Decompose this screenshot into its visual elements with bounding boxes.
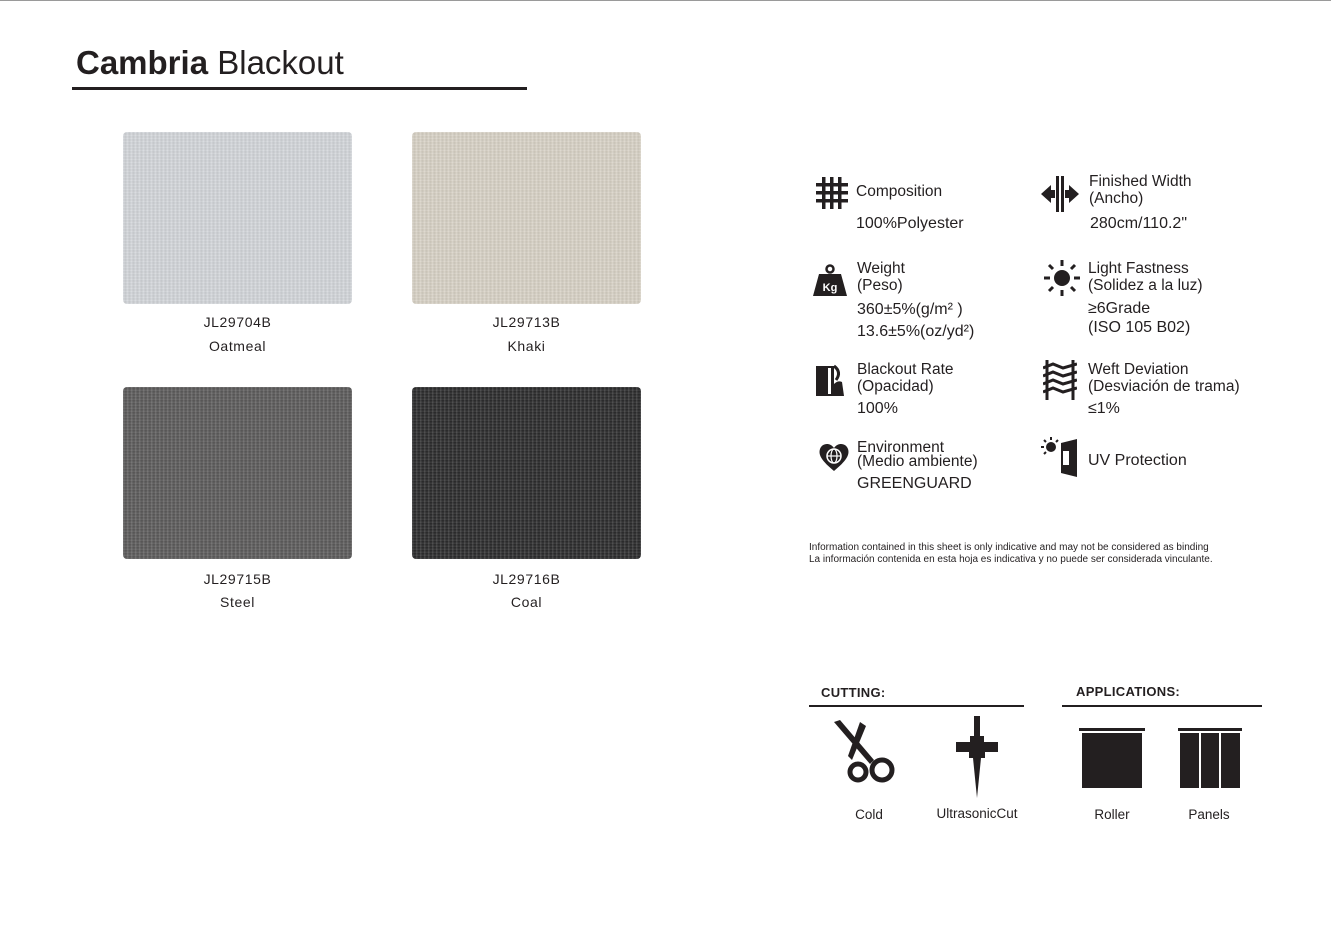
page-title bbox=[76, 44, 344, 82]
blackout-value: 100% bbox=[857, 400, 898, 417]
composition-value: 100%Polyester bbox=[856, 215, 964, 232]
weight-icon-text: Kg bbox=[822, 282, 838, 294]
weft-value: ≤1% bbox=[1088, 400, 1120, 417]
scissors-icon bbox=[830, 720, 906, 784]
uv-label: UV Protection bbox=[1088, 452, 1187, 469]
width-label: Finished Width bbox=[1089, 173, 1192, 190]
weight-label: Weight bbox=[857, 260, 905, 277]
swatch-coal bbox=[412, 387, 641, 559]
weft-icon bbox=[1043, 360, 1077, 400]
uv-window-icon bbox=[1041, 437, 1079, 477]
swatch-name: Steel bbox=[220, 594, 255, 610]
swatch-code: JL29704B bbox=[203, 314, 272, 330]
globe-heart-icon bbox=[818, 441, 850, 473]
weft-label: Weft Deviation bbox=[1088, 361, 1189, 378]
weight-value-imperial: 13.6±5%(oz/yd²) bbox=[857, 323, 975, 340]
title-bold: Cambria bbox=[76, 44, 209, 81]
cutting-label-ultrasonic: UltrasonicCut bbox=[936, 806, 1018, 821]
cutting-rule bbox=[809, 705, 1024, 707]
environment-label: Environment bbox=[857, 439, 945, 456]
panels-icon bbox=[1178, 728, 1242, 790]
width-arrows-icon bbox=[1041, 176, 1079, 212]
top-border bbox=[0, 0, 1331, 1]
disclaimer-es: La información contenida en esta hoja es indicativa y no puede ser considerada vinculante. bbox=[809, 554, 1213, 565]
swatch-code: JL29713B bbox=[492, 314, 561, 330]
width-value: 280cm/110.2" bbox=[1090, 215, 1187, 232]
blackout-icon bbox=[814, 362, 848, 396]
swatch-code: JL29715B bbox=[203, 571, 272, 587]
swatch-oatmeal bbox=[123, 132, 352, 304]
roller-blind-icon bbox=[1079, 728, 1145, 790]
blackout-label: Blackout Rate bbox=[857, 361, 954, 378]
grid-icon bbox=[816, 177, 848, 209]
application-label-panels: Panels bbox=[1188, 807, 1230, 822]
light-label-es: (Solidez a la luz) bbox=[1088, 277, 1203, 294]
weight-kg-icon bbox=[812, 264, 848, 296]
environment-label-es: (Medio ambiente) bbox=[857, 453, 978, 470]
environment-value: GREENGUARD bbox=[857, 475, 972, 492]
disclaimer-en: Information contained in this sheet is only indicative and may not be considered as binding bbox=[809, 542, 1209, 553]
weft-label-es: (Desviación de trama) bbox=[1088, 378, 1240, 395]
cutting-label-cold: Cold bbox=[855, 807, 883, 822]
swatch-name: Coal bbox=[510, 594, 543, 610]
applications-heading: APPLICATIONS: bbox=[1076, 684, 1181, 699]
swatch-name: Oatmeal bbox=[208, 338, 267, 354]
swatch-khaki bbox=[412, 132, 641, 304]
disclaimer bbox=[809, 542, 1213, 566]
composition-label: Composition bbox=[856, 183, 943, 200]
blackout-label-es: (Opacidad) bbox=[857, 378, 934, 395]
light-standard: (ISO 105 B02) bbox=[1088, 319, 1191, 336]
sun-icon bbox=[1044, 260, 1080, 296]
applications-rule bbox=[1062, 705, 1262, 707]
title-underline bbox=[72, 87, 527, 90]
light-value: ≥6Grade bbox=[1088, 300, 1151, 317]
title-rest: Blackout bbox=[217, 44, 344, 81]
weight-label-es: (Peso) bbox=[857, 277, 903, 294]
application-label-roller: Roller bbox=[1094, 807, 1130, 822]
light-label: Light Fastness bbox=[1088, 260, 1189, 277]
width-label-es: (Ancho) bbox=[1089, 190, 1144, 207]
ultrasonic-cutter-icon bbox=[954, 716, 1000, 798]
swatch-name: Khaki bbox=[507, 338, 546, 354]
weight-value-metric: 360±5%(g/m² ) bbox=[857, 301, 963, 318]
swatch-steel bbox=[123, 387, 352, 559]
swatch-code: JL29716B bbox=[492, 571, 561, 587]
cutting-heading: CUTTING: bbox=[821, 685, 886, 700]
